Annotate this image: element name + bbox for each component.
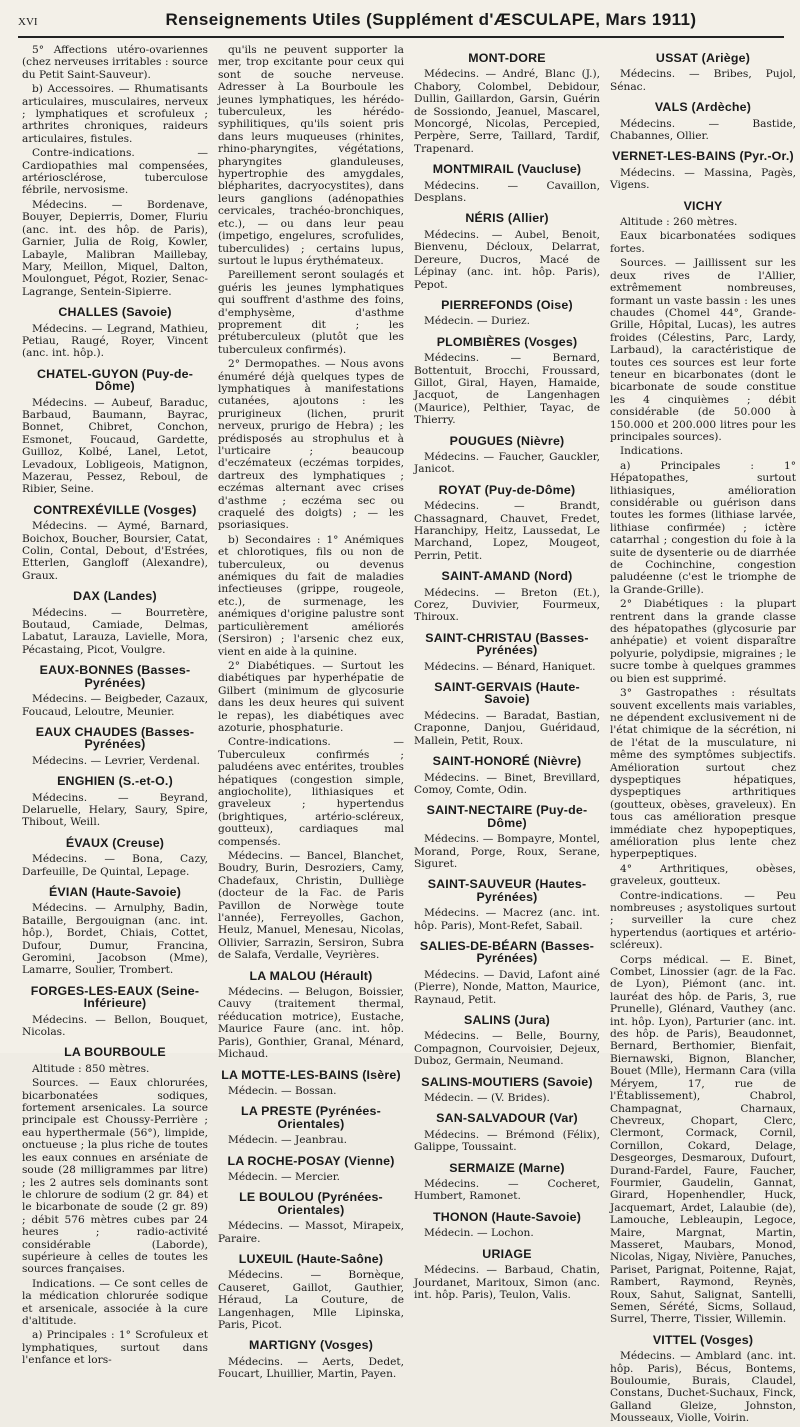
paragraph: Altitude : 850 mètres. bbox=[32, 1062, 150, 1075]
paragraph: Médecins. — Levrier, Verdenal. bbox=[32, 754, 201, 767]
station-heading: ROYAT (Puy-de-Dôme) bbox=[438, 482, 576, 497]
column-1 bbox=[22, 44, 208, 1369]
paragraph: Médecin. — Mercier. bbox=[228, 1170, 341, 1183]
station-heading: LA ROCHE-POSAY (Vienne) bbox=[227, 1153, 395, 1168]
column-2 bbox=[218, 44, 404, 1383]
paragraph: Médecins. — David, Lafont ainé (Pierre), Nonde, Matton, Maurice, Raynaud, Petit. bbox=[414, 968, 600, 1006]
station-heading: NÉRIS (Allier) bbox=[465, 211, 549, 226]
paragraph: 3° Gastropathes : résultats souvent excellents mais variables, ne dépendent exclusivement ni de l'état chimique de la sécrétion, ni de l'état de la musculature, ni même des symptômes subjectifs. Amélioration surtout chez dyspeptiques hépatiques, dyspeptiques arthritiques (goutteux, obèses, graveleux). En tous cas amélioration presque immédiate chez hypopeptiques, amélioration plus lente chez hyperpeptiques. bbox=[610, 687, 796, 861]
paragraph: Médecins. — Cocheret, Humbert, Ramonet. bbox=[414, 1178, 600, 1203]
station-heading: DAX (Landes) bbox=[73, 589, 157, 604]
paragraph: Médecins. — Aymé, Barnard, Boichox, Boucher, Boursier, Catat, Colin, Contal, Debout, d'Estrées, Etterlen, Gangloff (Alexandre), Graux. bbox=[22, 520, 208, 582]
paragraph: Contre-indications. — Peu nombreuses ; asystoliques surtout ; surveiller la cure chez hypertendus (aortiques et artério-scléreux). bbox=[610, 889, 796, 952]
paragraph: Médecins. — Faucher, Gauckler, Janicot. bbox=[414, 450, 600, 476]
paragraph: Indications. — Ce sont celles de la médication chlorurée sodique et arsenicale, associée à la cure d'altitude. bbox=[22, 1277, 208, 1327]
paragraph: Pareillement seront soulagés et guéris les jeunes lymphatiques qui souffrent d'asthme des foins, d'emphysème, d'asthme proprement dit ; les prétuberculeux (plutôt que les tuberculeux confirmés). bbox=[218, 269, 404, 356]
station-heading: ENGHIEN (S.-et-O.) bbox=[57, 774, 173, 789]
station-heading: SAINT-AMAND (Nord) bbox=[441, 569, 573, 584]
station-heading: CHALLES (Savoie) bbox=[58, 305, 172, 320]
station-heading: LA PRESTE (Pyrénées-Orientales) bbox=[241, 1104, 381, 1131]
paragraph: Médecins. — Legrand, Mathieu, Petiau, Raugé, Royer, Vincent (anc. int. hôp.). bbox=[22, 322, 208, 360]
paragraph: Sources. — Eaux chlorurées, bicarbonatées sodiques, fortement arsenicales. La source principale est Choussy-Perrière ; eau hyperthermale (56°), limpide, onctueuse ; la plus riche de toutes les eaux connues en arséniate de soude (28 milligrammes par litre) ; les 2 autres sels dominants sont le chlorure de sodium (2 gr. 84) et le bicarbonate de soude (2 gr. 89) ; débit 576 mètres cubes par 24 heures ; radio-activité considérable (Laborde), supérieure à celles de toutes les sources françaises. bbox=[22, 1077, 208, 1276]
column-3 bbox=[414, 44, 600, 1303]
paragraph: a) Principales : 1° Scrofuleux et lymphatiques, surtout dans l'enfance et lors- bbox=[22, 1329, 208, 1367]
paragraph: Médecins. — Bornèque, Causeret, Gaillot, Gauthier, Héraud, La Couture, de Langenhagen, Mlle Lipinska, Paris, Picot. bbox=[218, 1269, 404, 1331]
paragraph: Eaux bicarbonatées sodiques fortes. bbox=[610, 230, 796, 255]
paragraph: Médecins. — Aubel, Benoit, Bienvenu, Décloux, Delarrat, Dereure, Ducros, Macé de Lépinay (anc. int. hôp. Paris), Pepot. bbox=[414, 228, 600, 291]
station-heading: USSAT (Ariège) bbox=[655, 51, 751, 65]
station-heading: SAINT-CHRISTAU (Basses-Pyrénées) bbox=[425, 630, 589, 658]
column-4 bbox=[610, 44, 796, 1427]
page-title: Renseignements Utiles (Supplément d'ÆSCULAPE, Mars 1911) bbox=[165, 10, 697, 29]
station-heading: MARTIGNY (Vosges) bbox=[248, 1338, 374, 1353]
paragraph: Médecins. — Beigbeder, Cazaux, Foucaud, Leloutre, Meunier. bbox=[22, 693, 208, 718]
paragraph: Sources. — Jaillissent sur les deux rives de l'Allier, extrêmement nombreuses, formant un vaste bassin : les unes chaudes (Chomel 44°, Grande-Grille, Hôpital, Lucas), les autres froides (Célestins, Parc, Lardy, Larbaud), la caractéristique de toutes ces sources est leur forte teneur en bicarbonates (dont le bicarbonate de soude constitue les 4 cinquièmes ; débit considérable (de 50.000 à 150.000 et 200.000 litres pour les principales sources). bbox=[610, 257, 796, 443]
station-heading: SAINT-GERVAIS (Haute-Savoie) bbox=[434, 680, 580, 707]
paragraph: Médecins. — Brémond (Félix), Galippe, Toussaint. bbox=[414, 1128, 600, 1154]
paragraph: 2° Diabétiques. — Surtout les diabétiques par hyperhépatie de Gilbert (minimum de glycosurie dans les deux heures qui suivent le repas), les diabétiques avec azoturie, phosphaturie. bbox=[218, 659, 404, 734]
station-heading: EAUX CHAUDES (Basses-Pyrénées) bbox=[35, 724, 195, 752]
station-heading: FORGES-LES-EAUX (Seine-Inférieure) bbox=[30, 983, 200, 1011]
paragraph: Médecins. — Bona, Cazy, Darfeuille, De Quintal, Lepage. bbox=[22, 853, 208, 878]
paragraph: Médecins. — Bancel, Blanchet, Boudry, Burin, Desroziers, Camy, Chadefaux, Christin, Dulliège (docteur de la Fac. de Paris Pavillon de Norwège toute l'année), Ferreyolles, Gachon, Heulz, Manuel, Menesau, Nicolas, Ollivier, Sarrazin, Sersiron, Subra de Salafa, Verdalle, Veyrières. bbox=[218, 850, 404, 962]
station-heading: POUGUES (Nièvre) bbox=[449, 433, 565, 448]
station-heading: LE BOULOU (Pyrénées-Orientales) bbox=[239, 1190, 383, 1217]
paragraph: 5° Affections utéro-ovariennes (chez nerveuses irritables : source du Petit Saint-Sauveur). bbox=[22, 44, 208, 81]
station-heading: SAN-SALVADOUR (Var) bbox=[436, 1111, 578, 1126]
paragraph: Médecins. — Breton (Et.), Corez, Duvivier, Fourmeux, Thiroux. bbox=[414, 586, 600, 624]
paragraph: a) Principales : 1° Hépatopathes, surtout lithiasiques, amélioration considérable ou guérison dans toutes les formes (lithiase larvée, lithiase confirmée) ; ictère catarrhal ; congestion du foie à la suite de dysenterie ou de diarrhée de Cochinchine, congestion paludéenne (c'est le triomphe de la Grande-Grille). bbox=[610, 459, 796, 596]
paragraph: Médecins. — Amblard (anc. int. hôp. Paris), Bécus, Bontems, Bouloumie, Burais, Claudel, Constans, Duchet-Suchaux, Finck, Galland Gleize, Johnston, Mousseaux, Violle, Voirin. bbox=[610, 1350, 796, 1425]
paragraph: Médecins. — Barbaud, Chatin, Jourdanet, Maritoux, Simon (anc. int. hôp. Paris), Teulon, Valis. bbox=[414, 1264, 600, 1301]
paragraph: Médecins. — Bellon, Bouquet, Nicolas. bbox=[22, 1013, 208, 1039]
paragraph: Contre-indications. — Cardiopathies mal compensées, artériosclérose, tuberculose fébrile, nervosisme. bbox=[22, 147, 208, 197]
page-header bbox=[18, 6, 784, 38]
paragraph: Médecins. — Massot, Mirapeix, Paraire. bbox=[218, 1220, 404, 1245]
station-heading: SALINS (Jura) bbox=[464, 1013, 550, 1027]
station-heading: THONON (Haute-Savoie) bbox=[432, 1209, 582, 1224]
station-heading: LA BOURBOULE bbox=[64, 1045, 166, 1060]
station-heading: CHATEL-GUYON (Puy-de-Dôme) bbox=[36, 366, 194, 394]
paragraph: Médecins. — Bourretère, Boutaud, Camiade, Delmas, Labatut, Larauza, Lavielle, Mora, Pécastaing, Picot, Voulgre. bbox=[22, 606, 208, 656]
paragraph: Corps médical. — E. Binet, Combet, Linossier (agr. de la Fac. de Lyon), Piémont (anc. int. lauréat des hôp. de Paris, 3, rue Prunelle), Glénard, Vauthey (anc. int. hôp. Lyon), Parturier (anc. int. des hôp. de Paris), Beaudonnet, Bernard, Berthomier, Bienfait, Biernawski, Bignon, Blancher, Bouet (Mlle), Hermann Cara (villa Méryem, 17, rue de l'Établissement), Chabrol, Champagnat, Charnaux, Chevreux, Chopart, Clerc, Clermont, Cormack, Cornil, Cornillon, Cokard, Delage, Desgeorges, Desmaroux, Dufourt, Durand-Fardel, Faure, Faucher, Fourmier, Gaudelin, Gannat, Girard, Hopenhendler, Huck, Jacquemart, Ardet, Lalaubie (de), Lamouche, Lebleaupin, Legoce, Maire, Margnat, Martin, Masseret, Maubars, Monod, Nicolas, Nigay, Nivière, Panuches, Pariset, Parignat, Poitenne, Rajat, Rambert, Raymond, Reynès, Roux, Sahut, Salignat, Santelli, Semen, Sérété, Sicms, Sollaud, Surrel, Therre, Tissier, Willemin. bbox=[610, 953, 796, 1326]
station-heading: ÉVAUX (Creuse) bbox=[65, 835, 165, 850]
station-heading: VALS (Ardèche) bbox=[654, 100, 752, 115]
paragraph: Médecins. — Bernard, Bottentuit, Brocchi, Froussard, Gillot, Giral, Hayen, Hamaide, Jacquot, de Langenhagen (Maurice), Pelthier, Tayac, de Thierry. bbox=[414, 352, 600, 427]
station-heading: ÉVIAN (Haute-Savoie) bbox=[48, 884, 182, 899]
station-heading: PLOMBIÈRES (Vosges) bbox=[436, 334, 578, 349]
paragraph: Médecins. — Macrez (anc. int. hôp. Paris), Mont-Refet, Sabail. bbox=[414, 907, 600, 932]
station-heading: MONTMIRAIL (Vaucluse) bbox=[432, 162, 582, 177]
paragraph: Médecins. — Baradat, Bastian, Craponne, Danjou, Guéridaud, Mallein, Petit, Roux. bbox=[414, 709, 600, 747]
station-heading: LA MALOU (Hérault) bbox=[249, 968, 373, 983]
page-number: XVI bbox=[18, 16, 38, 28]
paragraph: Médecins. — Bastide, Chabannes, Ollier. bbox=[610, 117, 796, 143]
station-heading: SALIES-DE-BÉARN (Basses-Pyrénées) bbox=[419, 938, 595, 966]
paragraph: b) Accessoires. — Rhumatisants articulaires, musculaires, nerveux ; lymphatiques et scrofuleux ; arthrites chroniques, raideurs articulaires, fistules. bbox=[22, 83, 208, 145]
paragraph: Médecin. — Duriez. bbox=[424, 315, 530, 328]
paragraph: Médecins. — André, Blanc (J.), Chabory, Colombel, Debidour, Dullin, Gaillardon, Garsin, Guérin de Sossiondo, Jeanuel, Mascarel, Moncorgé, Nicolas, Percepied, Perpère, Serre, Taillard, Tardif, Trapenard. bbox=[414, 68, 600, 155]
paragraph: Médecin. — Jeanbrau. bbox=[228, 1134, 348, 1147]
station-heading: VERNET-LES-BAINS (Pyr.-Or.) bbox=[612, 149, 794, 164]
paragraph: Médecins. — Binet, Brevillard, Comoy, Comte, Odin. bbox=[414, 771, 600, 796]
station-heading: SAINT-SAUVEUR (Hautes-Pyrénées) bbox=[427, 877, 587, 904]
paragraph: Médecins. — Cavaillon, Desplans. bbox=[414, 179, 600, 205]
paragraph: Médecins. — Aubeuf, Baraduc, Barbaud, Baumann, Bayrac, Bonnet, Chibret, Conchon, Esmonet, Foucaud, Gardette, Guilloz, Kolbé, Lanel, Letot, Levadoux, Lobligeois, Matignon, Mazerau, Pessez, Reboul, de Ribier, Seine. bbox=[22, 396, 208, 496]
paragraph: Médecins. — Belle, Bourny, Compagnon, Courvoisier, Dejeux, Duboz, Germain, Neumand. bbox=[414, 1030, 600, 1068]
paragraph: Médecin. — Bossan. bbox=[228, 1084, 337, 1097]
station-heading: SAINT-NECTAIRE (Puy-de-Dôme) bbox=[426, 803, 588, 830]
paragraph: 2° Dermopathes. — Nous avons énuméré déjà quelques types de lymphatiques à manifestations cutanées, ajoutons : les prurigineux (lichen, prurit nerveux, prurigo de Hebra) ; les prédisposés au strophulus et à l'urticaire ; beaucoup d'eczémateux (eczémas torpides, dartreux des lymphatiques ; eczémas alternant avec crises d'asthme ; eczéma sec ou craquelé des doigts) ; — les psoriasiques. bbox=[218, 358, 404, 532]
paragraph: Médecins. — Brandt, Chassagnard, Chauvet, Fredet, Haranchipy, Heitz, Laussedat, Le Marchand, Lopez, Mougeot, Perrin, Petit. bbox=[414, 500, 600, 562]
paragraph: Médecins. — Bénard, Haniquet. bbox=[424, 660, 596, 673]
paragraph: Médecins. — Belugon, Boissier, Cauvy (traitement thermal, rééducation motrice), Eustache, Maurice Faure (anc. int. hôp. Paris), Gonthier, Granal, Ménard, Michaud. bbox=[218, 986, 404, 1061]
paragraph: Médecins. — Arnulphy, Badin, Bataille, Bergouignan (anc. int. hôp.), Bordet, Chiais, Cottet, Dufour, Dumur, Francina, Geromini, Jacobson (Mme), Lamarre, Soulier, Trombert. bbox=[22, 902, 208, 977]
paragraph: Contre-indications. — Tuberculeux confirmés ; paludéens avec entérites, troubles hépatiques (congestion simple, angiocholite), lithiasiques et graveleux ; hypertendus (brightiques, artério-scléreux, goutteux), cardiaques mal compensés. bbox=[218, 736, 404, 848]
paragraph: Médecins. — Bribes, Pujol, Sénac. bbox=[610, 68, 796, 93]
paragraph: Médecin. — (V. Brides). bbox=[424, 1092, 550, 1105]
station-heading: VITTEL (Vosges) bbox=[652, 1332, 754, 1347]
paragraph: qu'ils ne peuvent supporter la mer, trop excitante pour ceux qui sont de souche nerveuse. Adresser à La Bourboule les jeunes lymphatiques, les hérédo-tuberculeux, les hérédo-syphilitiques, qu'ils soient pris dans leurs muqueuses (rhinites, rhino-pharyngites, végétations, pharyngites glanduleuses, hypertrophie des amygdales, blépharites, dacryocystites), dans leurs ganglions (adénopathies cervicales, trachéo-bronchiques, etc.), — ou dans leur peau (impetigo, engelures, scrofulides, tuberculides) ; certains lupus, surtout le lupus érythémateux. bbox=[218, 44, 404, 267]
station-heading: URIAGE bbox=[482, 1246, 532, 1261]
paragraph: b) Secondaires : 1° Anémiques et chlorotiques, fils ou non de tuberculeux, ou devenus anémiques du fait de maladies infectieuses (grippe, rougeole, etc.), de surmenage, les anémiques d'origine palustre sont particulièrement améliorés (Sersiron) ; l'arsenic chez eux, vient en aide à la quinine. bbox=[218, 533, 404, 658]
station-heading: SALINS-MOUTIERS (Savoie) bbox=[421, 1074, 593, 1089]
station-heading: PIERREFONDS (Oise) bbox=[441, 297, 573, 312]
paragraph: Médecins. — Bompayre, Montel, Morand, Porge, Roux, Serane, Siguret. bbox=[414, 833, 600, 870]
station-heading: CONTREXÉVILLE (Vosges) bbox=[33, 502, 197, 517]
station-heading: LA MOTTE-LES-BAINS (Isère) bbox=[221, 1067, 401, 1082]
paragraph: Médecins. — Aerts, Dedet, Foucart, Lhuillier, Martin, Payen. bbox=[218, 1355, 404, 1381]
station-heading: VICHY bbox=[683, 198, 723, 213]
station-heading: EAUX-BONNES (Basses-Pyrénées) bbox=[39, 663, 191, 690]
station-heading: MONT-DORE bbox=[468, 51, 546, 65]
station-heading: SAINT-HONORÉ (Nièvre) bbox=[432, 754, 582, 769]
station-heading: SERMAIZE (Marne) bbox=[449, 1160, 565, 1175]
paragraph: Altitude : 260 mètres. bbox=[620, 216, 738, 229]
paragraph: 4° Arthritiques, obèses, graveleux, goutteux. bbox=[610, 862, 796, 888]
paragraph: Indications. bbox=[620, 445, 684, 458]
paragraph: Médecins. — Beyrand, Delaruelle, Helary, Saury, Spire, Thibout, Weill. bbox=[22, 791, 208, 829]
paragraph: Médecins. — Massina, Pagès, Vigens. bbox=[610, 166, 796, 192]
paragraph: Médecin. — Lochon. bbox=[424, 1227, 534, 1240]
paragraph: Médecins. — Bordenave, Bouyer, Depierris, Domer, Fluriu (anc. int. des hôp. de Paris), Garnier, Julia de Roig, Kowler, Labayle, Malibran Maillebay, Mary, Meillon, Miquel, Dalton, Moulonguet, Pégot, Rozier, Senac-Lagrange, Sentein-Sipierre. bbox=[22, 198, 208, 298]
paragraph: 2° Diabétiques : la plupart rentrent dans la grande classe des hépatopathes (glycosurie par anhépatie) et voient disparaître polyurie, polydipsie, migraines ; le sucre tombe à quelques grammes ou bien est supprimé. bbox=[610, 598, 796, 685]
station-heading: LUXEUIL (Haute-Saône) bbox=[238, 1251, 384, 1266]
